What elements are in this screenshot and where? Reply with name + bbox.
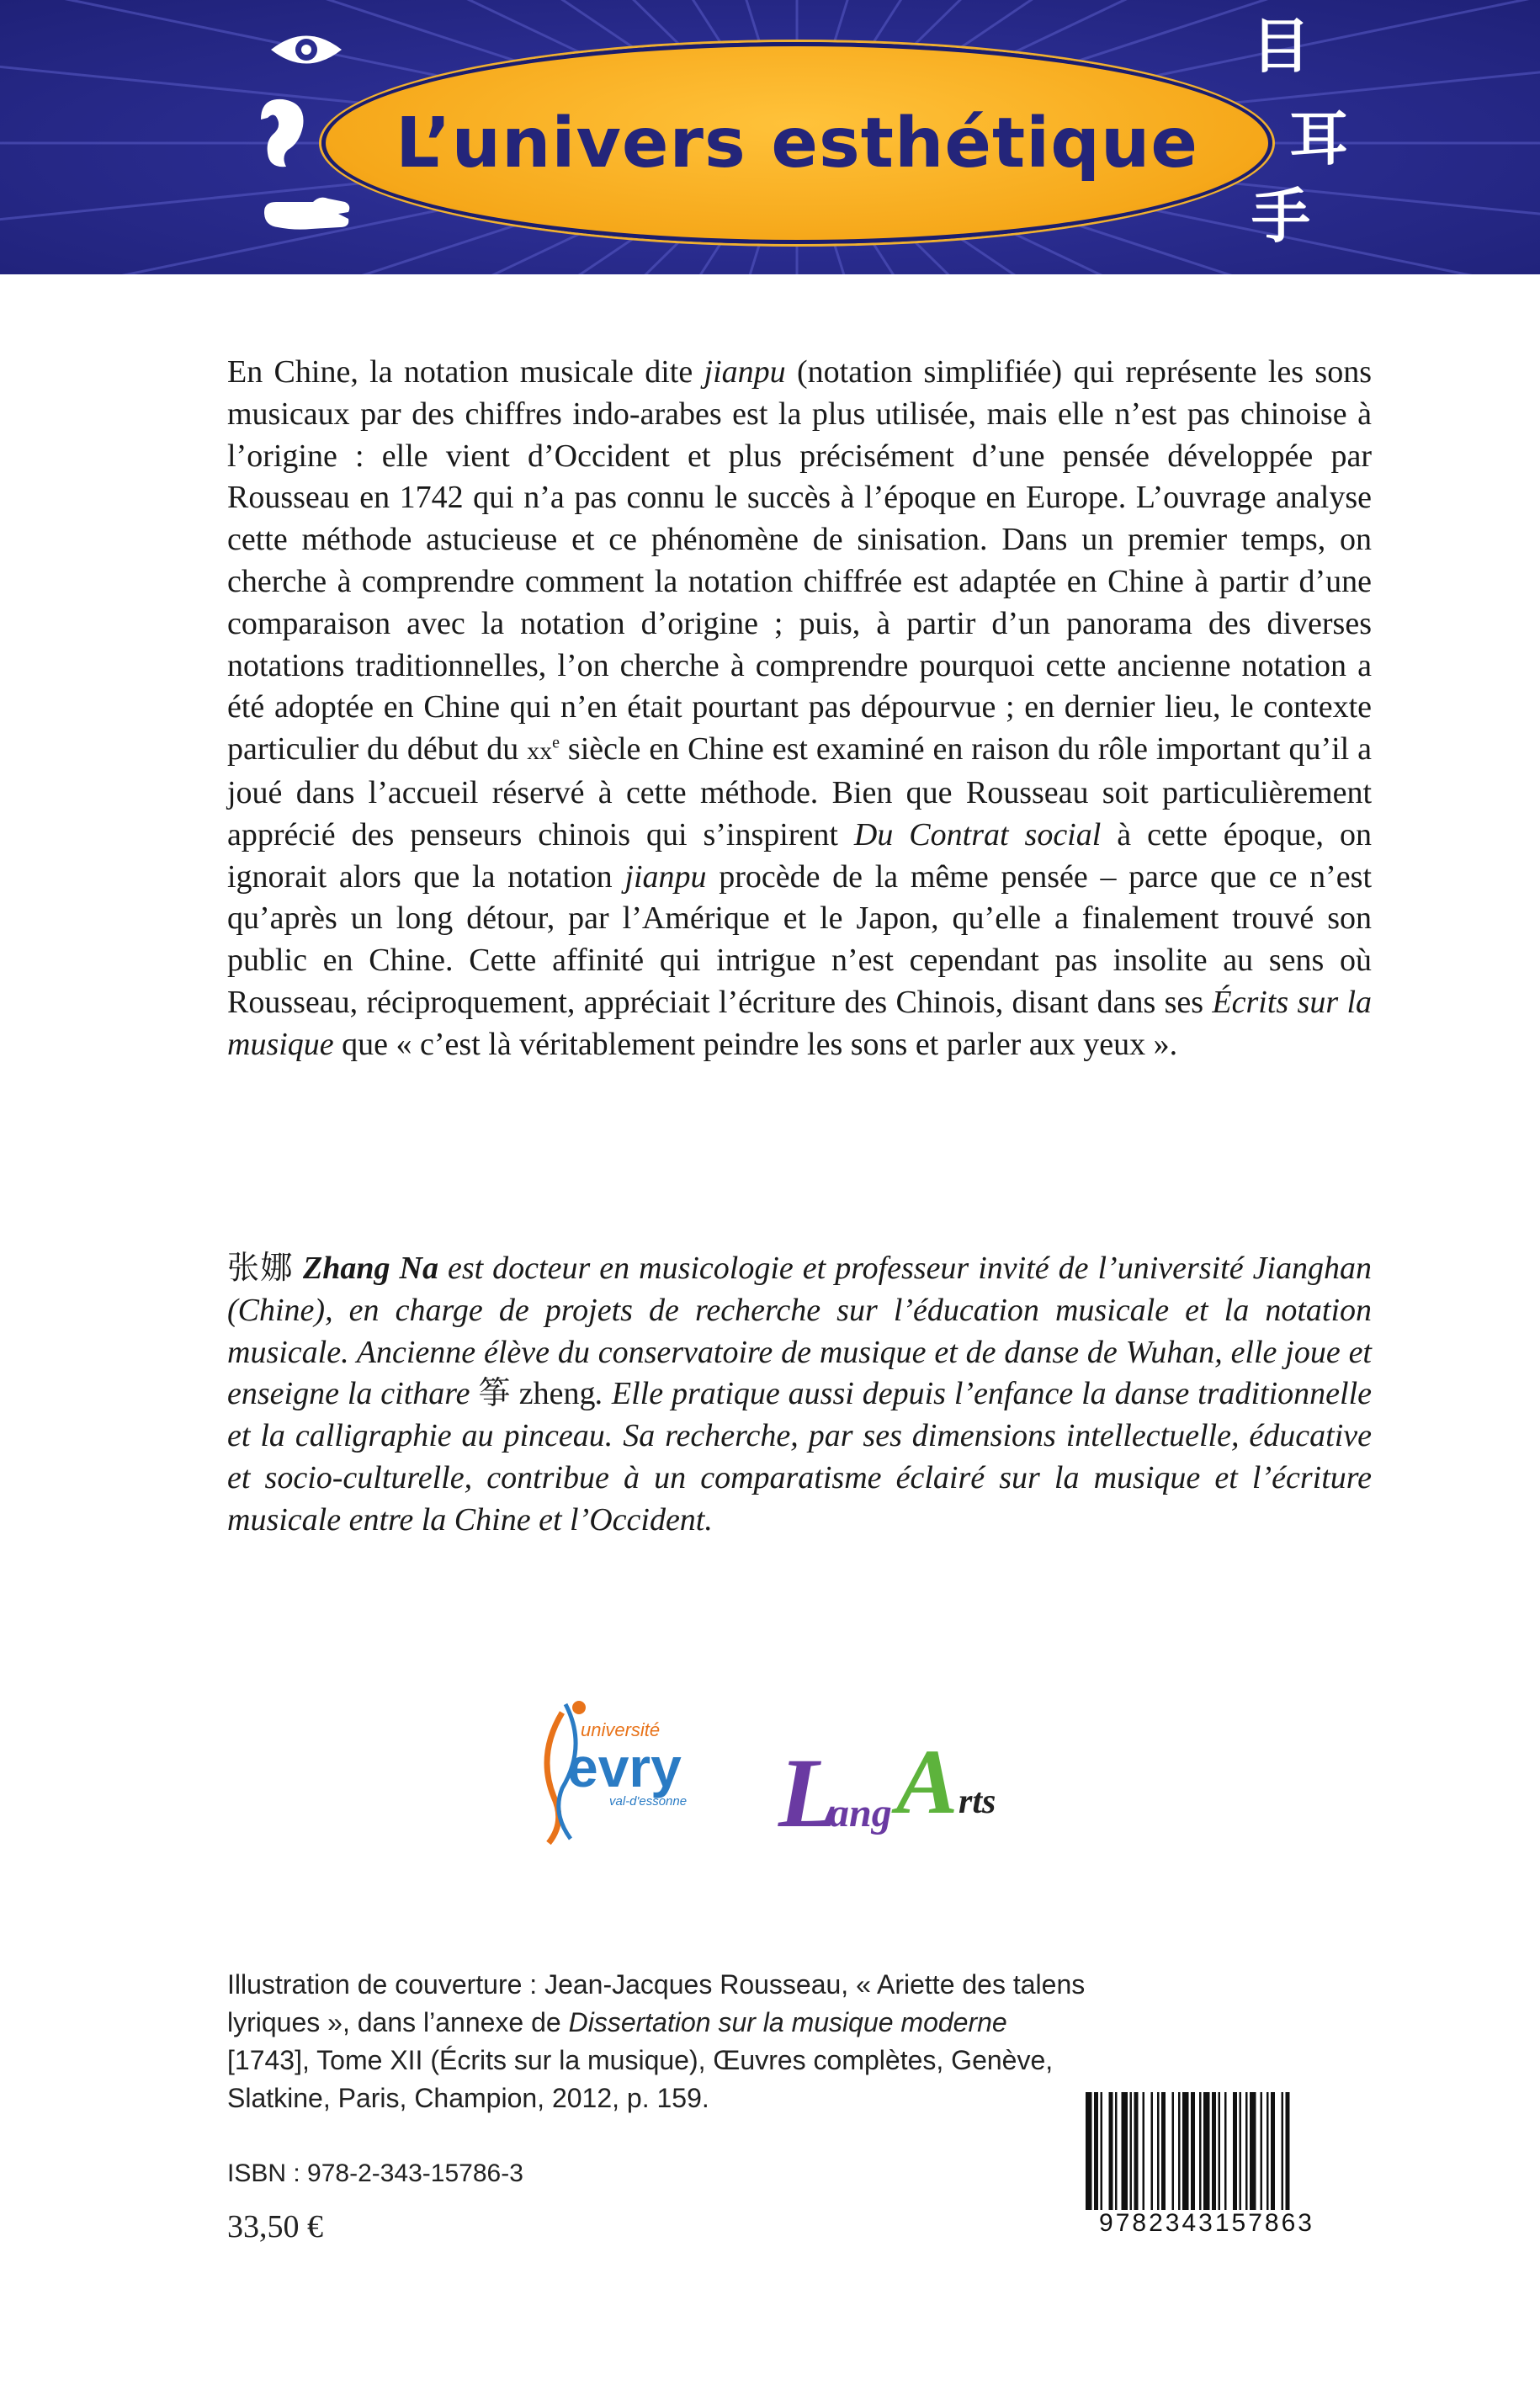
barcode-bar — [1130, 2092, 1133, 2210]
author-bio — [227, 1248, 1372, 1542]
barcode-bar — [1094, 2092, 1098, 2210]
term-jianpu: jianpu — [704, 354, 786, 390]
barcode-bar — [1101, 2092, 1103, 2210]
barcode-bar — [1086, 2092, 1092, 2210]
blurb-paragraph: En Chine, la notation musicale dite jianpu (notation simplifiée) qui représente les sons musicaux par des chiffres indo-arabes est la plus utilisée, mais elle n’est pas chinoise à l’origine : elle vient d’Occident et plus précisément d’une pensée développée par Rousseau en 1742 qui n’a pas connu le succès à l’époque en Europe. L’ouvrage analyse cette méthode astucieuse et ce phénomène de sinisation. Dans un premier temps, on cherche à comprendre comment la notation chiffrée est adaptée en Chine à partir d’une comparaison avec la notation d’origine ; puis, à partir d’un panorama des diverses notations traditionnelles, l’on cherche à comprendre pourquoi cette ancienne notation a été adoptée en Chine qui n’en était pourtant pas dépourvue ; en dernier lieu, le contexte particulier du début du $xx^e$ siècle en Chine est examiné en raison du rôle important qu’il a joué dans l’accueil réservé à cette méthode. Bien que Rousseau soit particulièrement apprécié des penseurs chinois qui s’inspirent Du Contrat social à cette époque, on ignorait alors que la notation jianpu procède de la même pensée – parce que ce n’est qu’après un long détour, par l’Amérique et le Japon, qu’elle a finalement trouvé son public en Chine. Cette affinité qui intrigue n’est cependant pas insolite au sens où Rousseau, réciproquement, appréciait l’écriture des Chinois, disant dans ses Écrits sur la musique que « c’est là véritablement peindre les sons et parler aux yeux ». — [227, 354, 1373, 1062]
barcode-bar — [1115, 2092, 1118, 2210]
barcode-bar — [1261, 2092, 1263, 2210]
barcode-number: 9782343157863 — [1099, 2209, 1314, 2237]
barcode-bar — [1282, 2092, 1284, 2210]
barcode-bar — [1233, 2092, 1237, 2210]
barcode-bar — [1245, 2092, 1248, 2210]
barcode-bar — [1157, 2092, 1160, 2210]
evry-main-text: evry — [567, 1736, 682, 1798]
langarts-logo — [770, 1725, 1039, 1851]
title-ecrits-musique: Écrits sur la musique — [227, 984, 1372, 1062]
evry-sub-text: val-d'essonne — [609, 1794, 688, 1809]
universite-evry-logo — [528, 1696, 697, 1847]
barcode-bar — [1151, 2092, 1154, 2210]
century-numeral: xx — [527, 737, 553, 766]
zheng-term: 筝 zheng — [478, 1376, 596, 1412]
barcode-bar — [1134, 2092, 1139, 2210]
barcode-bar — [1161, 2092, 1166, 2210]
langarts-rts: rts — [959, 1782, 996, 1821]
barcode-bar — [1199, 2092, 1202, 2210]
bio-paragraph: 张娜 Zhang Na est docteur en musicologie et professeur invité de l’université Jianghan (Chine), en charge de projets de recherche sur l’éducation musicale et la notation musicale. Ancienne élève du conservatoire de musique et de danse de Wuhan, elle joue et enseigne la cithare 筝 zheng. Elle pratique aussi depuis l’enfance la danse traditionnelle et la calligraphie au pinceau. Sa recherche, par ses dimensions intellectuelle, éducative et socio-culturelle, contribue à un comparatisme éclairé sur la musique et l’écriture musicale entre la Chine et l’Occident. — [227, 1251, 1372, 1538]
barcode-bar — [1224, 2092, 1227, 2210]
series-banner — [0, 0, 1540, 274]
langarts-l: L — [778, 1738, 840, 1848]
barcode-bar — [1219, 2092, 1221, 2210]
back-cover-blurb — [227, 352, 1372, 1066]
barcode-bar — [1122, 2092, 1128, 2210]
barcode-bar — [1191, 2092, 1195, 2210]
hand-icon — [261, 192, 353, 236]
credits-title: Dissertation sur la musique moderne — [568, 2007, 1007, 2037]
cjk-eye-char: 目 — [1251, 12, 1310, 81]
barcode-bar — [1109, 2092, 1113, 2210]
series-title: L’univers esthétique — [396, 103, 1198, 183]
isbn: ISBN : 978-2-343-15786-3 — [227, 2159, 523, 2187]
barcode-bar — [1178, 2092, 1181, 2210]
author-name: Zhang Na — [303, 1251, 438, 1286]
barcode-bar — [1212, 2092, 1216, 2210]
ear-icon — [244, 94, 311, 170]
author-name-cjk: 张娜 — [227, 1251, 304, 1286]
langarts-a: A — [896, 1730, 959, 1833]
barcode-bar — [1286, 2092, 1290, 2210]
term-jianpu-2: jianpu — [624, 858, 707, 895]
cjk-ear-char: 耳 — [1289, 104, 1348, 173]
barcode-bar — [1267, 2092, 1269, 2210]
barcode-bar — [1182, 2092, 1189, 2210]
cjk-hand-char: 手 — [1251, 182, 1310, 251]
barcode-bar — [1143, 2092, 1145, 2210]
price: 33,50 € — [227, 2209, 323, 2244]
barcode-bar — [1240, 2092, 1242, 2210]
barcode-bar — [1250, 2092, 1256, 2210]
eye-icon — [268, 29, 345, 71]
barcode-bar — [1203, 2092, 1210, 2210]
langarts-ang: ang — [829, 1791, 892, 1835]
barcode-bar — [1271, 2092, 1275, 2210]
evry-top-text: université — [581, 1719, 661, 1740]
cover-illustration-credits: Illustration de couverture : Jean-Jacques Rousseau, « Ariette des talens lyriques », dans l’annexe de Dissertation sur la musique moderne [1743], Tome XII (Écrits sur la musique), Œuvres complètes, Genève, Slatkine, Paris, Champion, 2012, p. 159. — [227, 1969, 1086, 2113]
title-contrat-social: Du Contrat social — [853, 816, 1102, 853]
barcode-bar — [1172, 2092, 1175, 2210]
